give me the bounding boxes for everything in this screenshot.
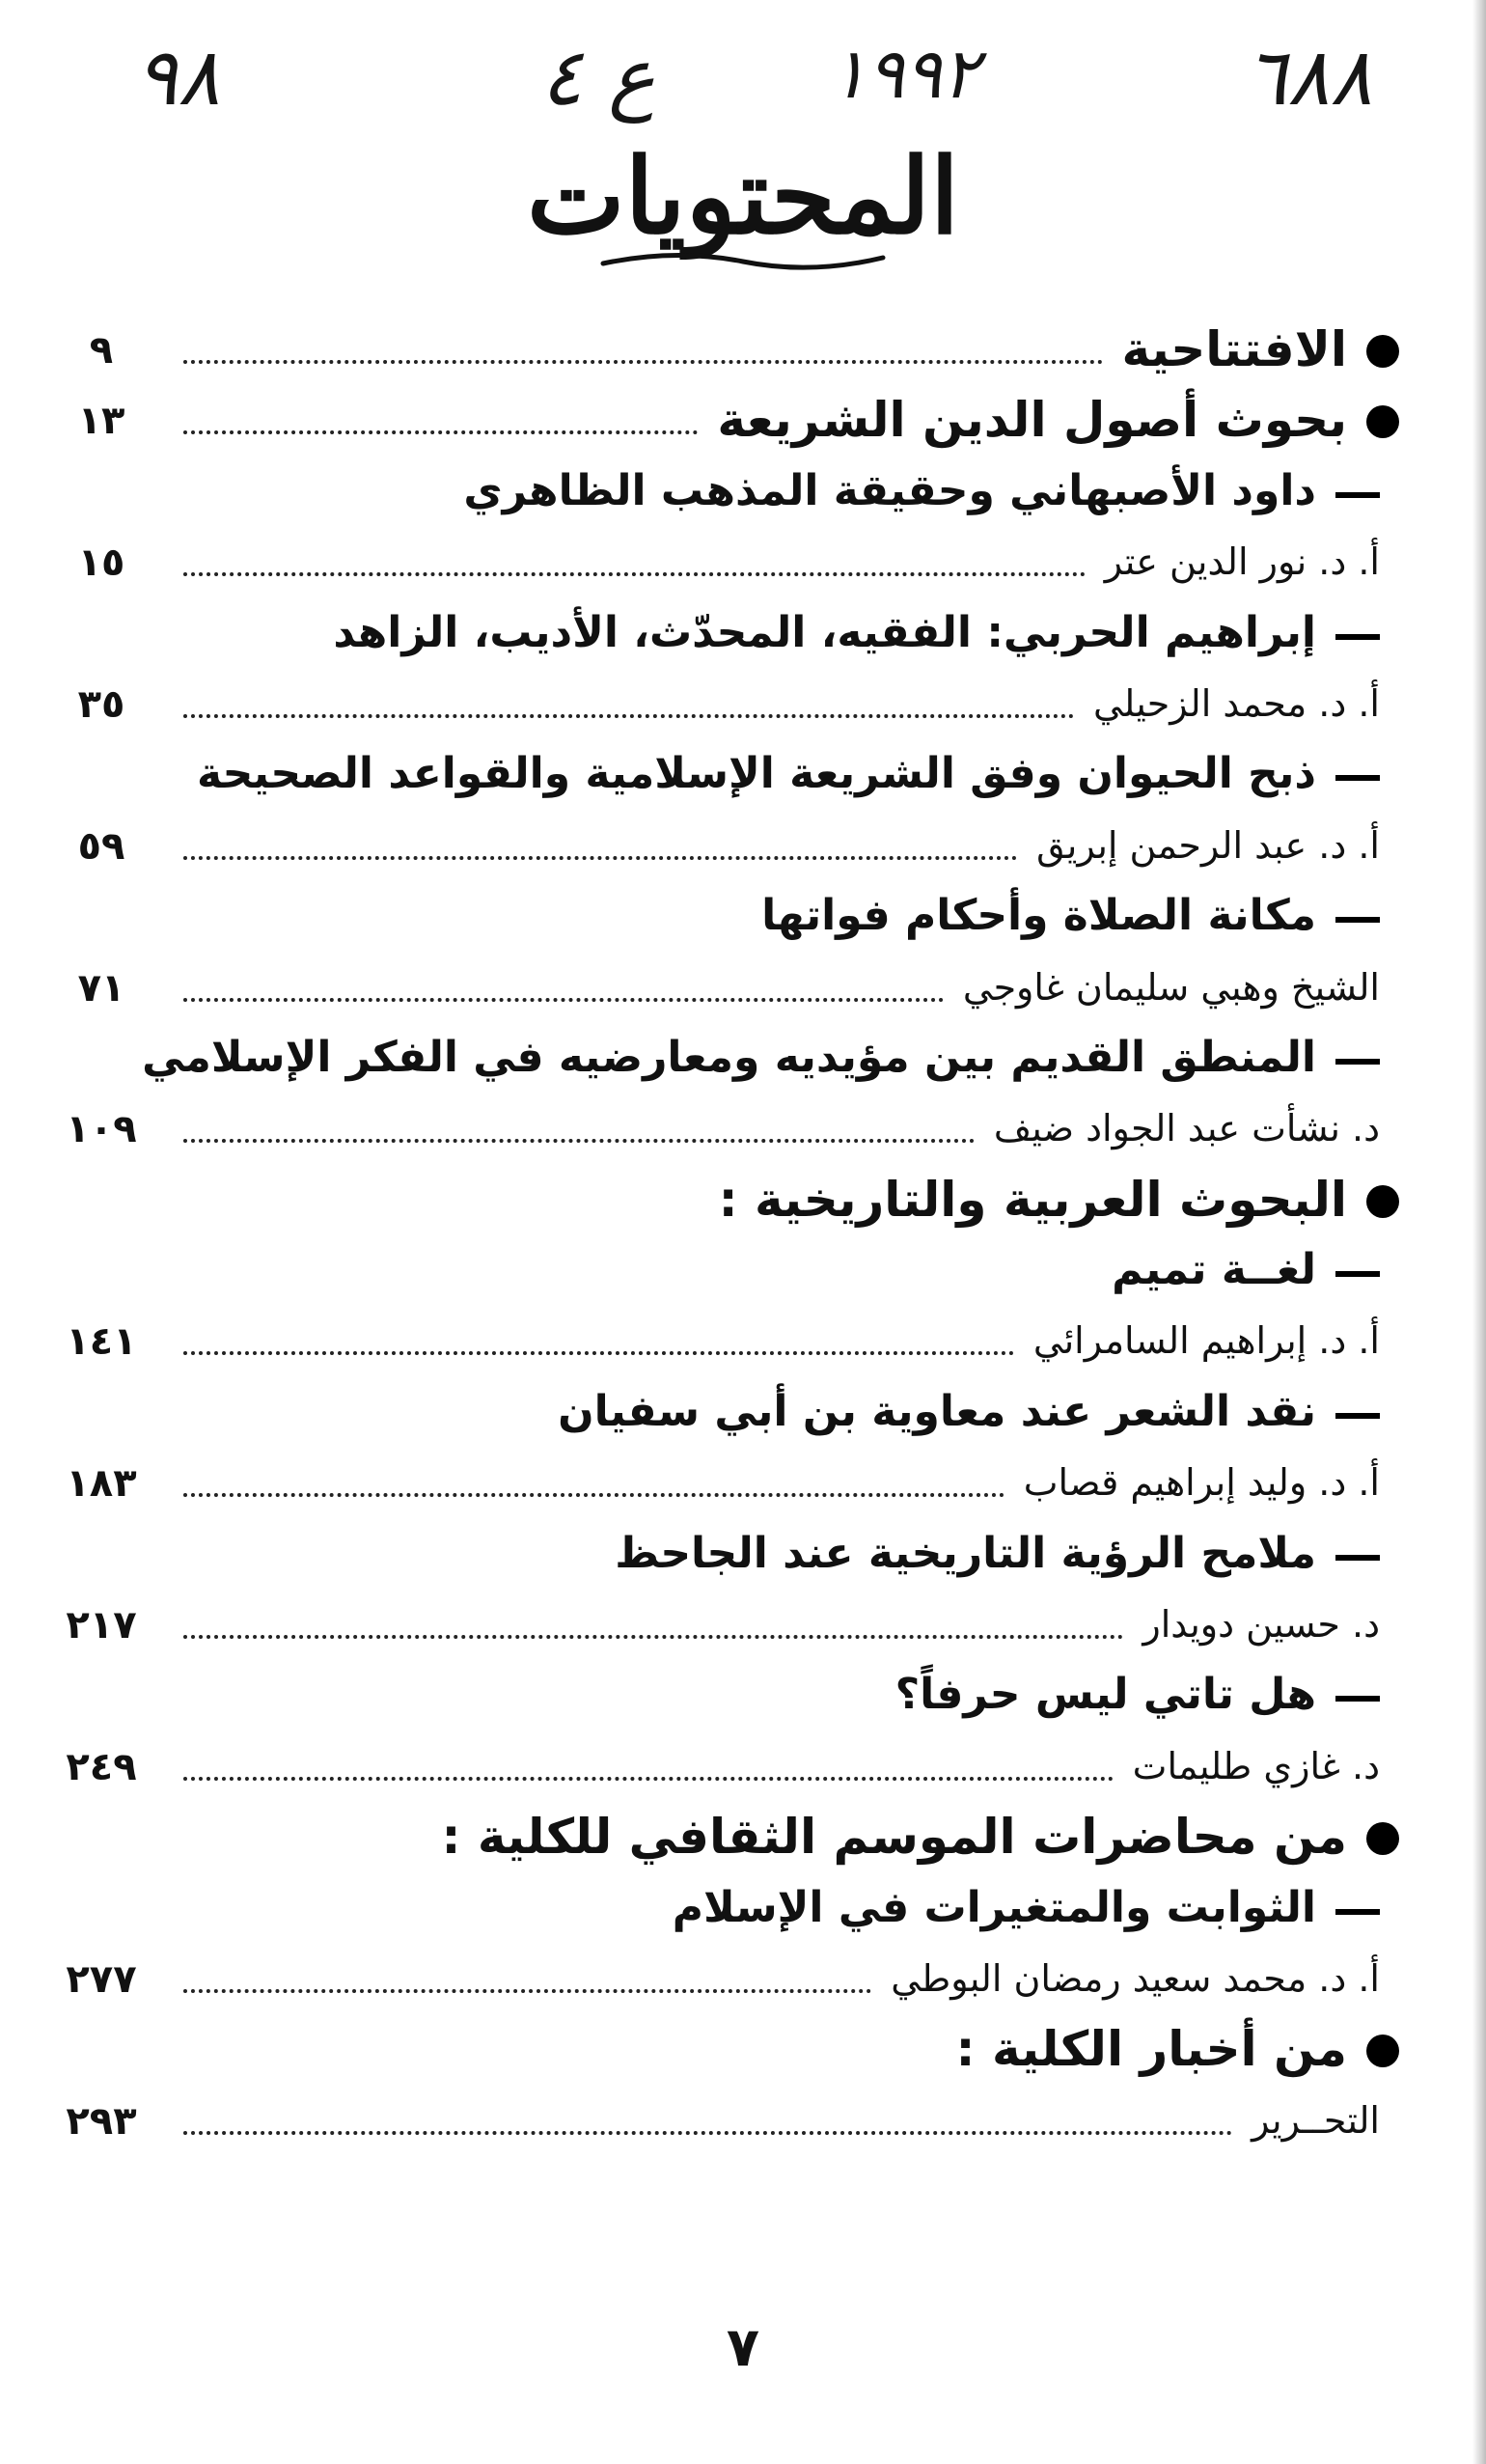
toc-sub-row [29, 1872, 1399, 1943]
toc-author-label: أ. د. وليد إبراهيم قصاب [1023, 1461, 1380, 1505]
leader-dots [183, 1351, 1014, 1355]
page-number: ٧ [726, 2316, 760, 2379]
bullet-icon [1366, 1185, 1399, 1218]
toc-author-row [29, 668, 1399, 738]
leader-dots [183, 572, 1086, 576]
toc-section-row [29, 384, 1399, 455]
leader-dots [183, 360, 1103, 364]
toc-author-row [29, 1093, 1399, 1163]
scan-edge [1472, 0, 1486, 2464]
toc-section-label: الافتتاحية [1121, 321, 1347, 377]
toc-page-number: ٢٧٧ [66, 1956, 137, 2002]
dash-icon [1335, 1909, 1380, 1915]
toc-author-row [29, 810, 1399, 880]
toc-author-label: د. نشأت عبد الجواد ضيف [993, 1107, 1380, 1150]
toc-author-row [29, 1589, 1399, 1659]
toc-sub-row [29, 1022, 1399, 1093]
bullet-icon [1366, 2035, 1399, 2067]
leader-dots [183, 856, 1017, 860]
toc-page-number: ١٥ [77, 540, 125, 586]
toc-author-row [29, 526, 1399, 596]
toc-section-row [29, 1801, 1399, 1871]
toc-sub-label: ملامح الرؤية التاريخية عند الجاحظ [615, 1528, 1316, 1578]
page-title: المحتويات [526, 136, 960, 258]
toc-sub-label: الثوابت والمتغيرات في الإسلام [672, 1882, 1316, 1932]
toc-author-label: د. حسين دويدار [1142, 1603, 1380, 1647]
toc-page-number: ٢٤٩ [66, 1744, 137, 1789]
dash-icon [1335, 634, 1380, 640]
leader-dots [183, 714, 1074, 718]
dash-icon [1335, 1555, 1380, 1561]
bullet-icon [1366, 1822, 1399, 1855]
dash-icon [1335, 492, 1380, 498]
toc-section-row [29, 314, 1399, 384]
leader-dots [183, 1139, 975, 1143]
toc-page-number: ٢٩٣ [66, 2098, 137, 2144]
toc-sub-row [29, 738, 1399, 809]
toc-author-label: التحــرير [1252, 2098, 1380, 2142]
bullet-icon [1366, 405, 1399, 438]
toc-author-row [29, 952, 1399, 1022]
toc-sub-row [29, 1518, 1399, 1589]
handwritten-note-left: ٩٨ [135, 32, 221, 124]
toc-author-label: أ. د. إبراهيم السامرائي [1032, 1319, 1380, 1363]
toc-page-number: ٢١٧ [66, 1603, 137, 1648]
toc-sub-label: ذبح الحيوان وفق الشريعة الإسلامية والقواعد الصحيحة [196, 749, 1316, 799]
toc-section-label: من محاضرات الموسم الثقافي للكلية : [441, 1809, 1347, 1866]
toc-section-label: من أخبار الكلية : [955, 2021, 1347, 2078]
toc-sub-label: نقد الشعر عند معاوية بن أبي سفيان [558, 1386, 1316, 1436]
toc-sub-row [29, 1376, 1399, 1447]
toc-sub-row [29, 880, 1399, 951]
toc-page-number: ١٠٩ [66, 1107, 137, 1152]
toc-section-row [29, 2013, 1399, 2084]
toc-section-row [29, 1164, 1399, 1234]
toc-page-number: ١٣ [77, 399, 125, 444]
toc-author-label: أ. د. عبد الرحمن إبريق [1036, 823, 1380, 867]
toc-page-number: ٣٥ [77, 681, 125, 727]
toc-author-row [29, 2085, 1399, 2155]
toc-sub-row [29, 1234, 1399, 1305]
leader-dots [183, 1493, 1004, 1497]
dash-icon [1335, 1059, 1380, 1065]
toc-author-label: أ. د. نور الدين عتر [1104, 540, 1380, 584]
toc-section-label: البحوث العربية والتاريخية : [718, 1171, 1347, 1228]
toc-page-number: ٩ [89, 328, 114, 373]
toc-sub-label: لغــة تميم [1112, 1245, 1316, 1295]
toc-author-row [29, 1305, 1399, 1375]
toc-sub-label: المنطق القديم بين مؤيديه ومعارضيه في الفكر الإسلامي [142, 1032, 1316, 1082]
dash-icon [1335, 1696, 1380, 1702]
dash-icon [1335, 775, 1380, 781]
leader-dots [183, 998, 944, 1002]
toc-sub-label: هل تاتي ليس حرفاً؟ [894, 1670, 1316, 1720]
toc-page-number: ٧١ [77, 965, 125, 1011]
handwritten-note-right: ٦٨٨ [1245, 32, 1373, 124]
leader-dots [183, 1989, 871, 1993]
title-flourish-icon [598, 246, 888, 275]
leader-dots [183, 1635, 1123, 1639]
toc-author-label: أ. د. محمد الزحيلي [1093, 681, 1380, 725]
toc-author-label: أ. د. محمد سعيد رمضان البوطي [891, 1956, 1380, 2000]
handwritten-note-year: ١٩٩٢ [830, 33, 979, 114]
toc-sub-row [29, 597, 1399, 668]
bullet-icon [1366, 335, 1399, 368]
toc-sub-label: إبراهيم الحربي: الفقيه، المحدّث، الأديب، الزاهد [333, 607, 1316, 657]
toc-author-row [29, 1943, 1399, 2013]
toc-page-number: ١٤١ [66, 1319, 137, 1365]
table-of-contents [29, 314, 1399, 2155]
toc-page-number: ٥٩ [77, 823, 125, 869]
toc-author-label: الشيخ وهبي سليمان غاوجي [962, 965, 1380, 1009]
toc-page-number: ١٨٣ [66, 1461, 137, 1507]
toc-sub-row [29, 456, 1399, 526]
leader-dots [183, 2131, 1232, 2135]
toc-author-row [29, 1447, 1399, 1517]
toc-sub-label: داود الأصبهاني وحقيقة المذهب الظاهري [463, 465, 1316, 515]
handwritten-note-middle: ع ٤ [540, 32, 656, 124]
toc-section-label: بحوث أصول الدين الشريعة [717, 392, 1347, 449]
dash-icon [1335, 1413, 1380, 1419]
dash-icon [1335, 1271, 1380, 1277]
leader-dots [183, 1777, 1114, 1781]
toc-author-label: د. غازي طليمات [1132, 1744, 1380, 1787]
dash-icon [1335, 917, 1380, 923]
toc-author-row [29, 1730, 1399, 1801]
leader-dots [183, 430, 698, 434]
toc-sub-row [29, 1659, 1399, 1730]
toc-sub-label: مكانة الصلاة وأحكام فواتها [761, 891, 1316, 941]
